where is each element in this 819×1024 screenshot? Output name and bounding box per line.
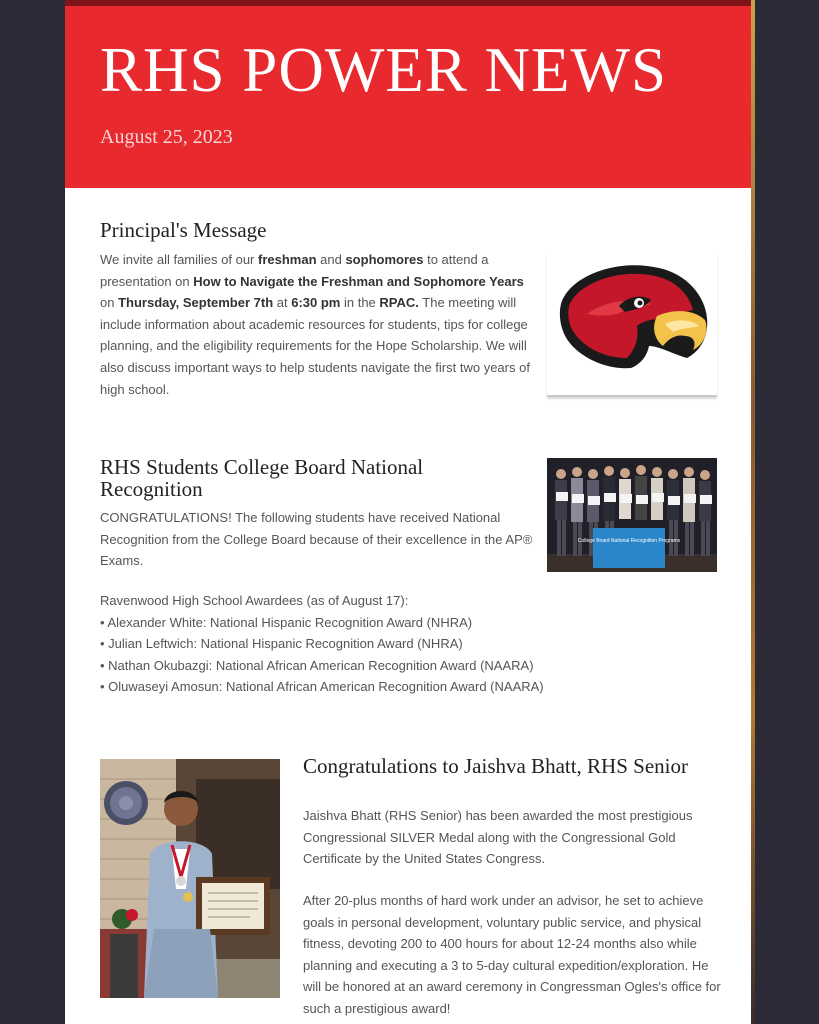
- background-edge: [751, 0, 755, 1024]
- banner-text: College Board National Recognition Programs: [577, 538, 681, 544]
- issue-date: August 25, 2023: [100, 126, 233, 148]
- college-board-intro: CONGRATULATIONS! The following students have received National Recognition from the College Board because of their excellence in the AP® Exams.: [100, 510, 533, 569]
- awardees-group-photo: [547, 458, 717, 572]
- jaishva-title: Congratulations to Jaishva Bhatt, RHS Senior: [303, 754, 688, 778]
- awardees-heading: Ravenwood High School Awardees (as of August 17):: [100, 593, 409, 608]
- student-photo: [100, 759, 280, 998]
- newsletter-page: [65, 0, 751, 1024]
- college-board-title: RHS Students College Board National Recognition: [100, 455, 424, 501]
- list-item: • Alexander White: National Hispanic Recognition Award (NHRA): [100, 612, 620, 634]
- header-accent-bar: [65, 0, 751, 6]
- principal-message-title: Principal's Message: [100, 218, 267, 242]
- list-item: • Nathan Okubazgi: National African American Recognition Award (NAARA): [100, 655, 620, 677]
- masthead-title: RHS POWER NEWS: [100, 35, 668, 105]
- jaishva-paragraph-1: Jaishva Bhatt (RHS Senior) has been awarded the most prestigious Congressional SILVER Medal along with the Congressional Gold Certificate by the United States Congress.: [303, 808, 693, 867]
- principal-message-body: We invite all families of our freshman and sophomores to attend a presentation on How to Navigate the Freshman and Sophomore Years on Thursday, September 7th at 6:30 pm in the RPAC. The meeting will include information about academic resources for students, tips for college planning, and the eligibility requirements for the Hope Scholarship. We will also discuss important ways to help students navigate the first two years of high school.: [100, 252, 530, 397]
- student-photo-illustration: [100, 759, 280, 998]
- newsletter-header: [65, 0, 751, 188]
- raven-mascot-icon: [547, 254, 717, 382]
- jaishva-paragraph-2: After 20-plus months of hard work under an advisor, he set to achieve goals in personal development, voluntary public service, and physical fitness, devoting 200 to 400 hours for about 12-24 months also while planning and executing a 3 to 5-day cultural expedition/exploration. He will be honored at an award ceremony in Congressman Ogles's office for such a prestigious award!: [303, 893, 721, 1016]
- awardees-list-block: [100, 590, 620, 698]
- mascot-image: [547, 254, 717, 397]
- awardees-list: [100, 612, 620, 698]
- list-item: • Oluwaseyi Amosun: National African American Recognition Award (NAARA): [100, 676, 620, 698]
- list-item: • Julian Leftwich: National Hispanic Recognition Award (NHRA): [100, 633, 620, 655]
- group-photo-illustration: [547, 458, 717, 572]
